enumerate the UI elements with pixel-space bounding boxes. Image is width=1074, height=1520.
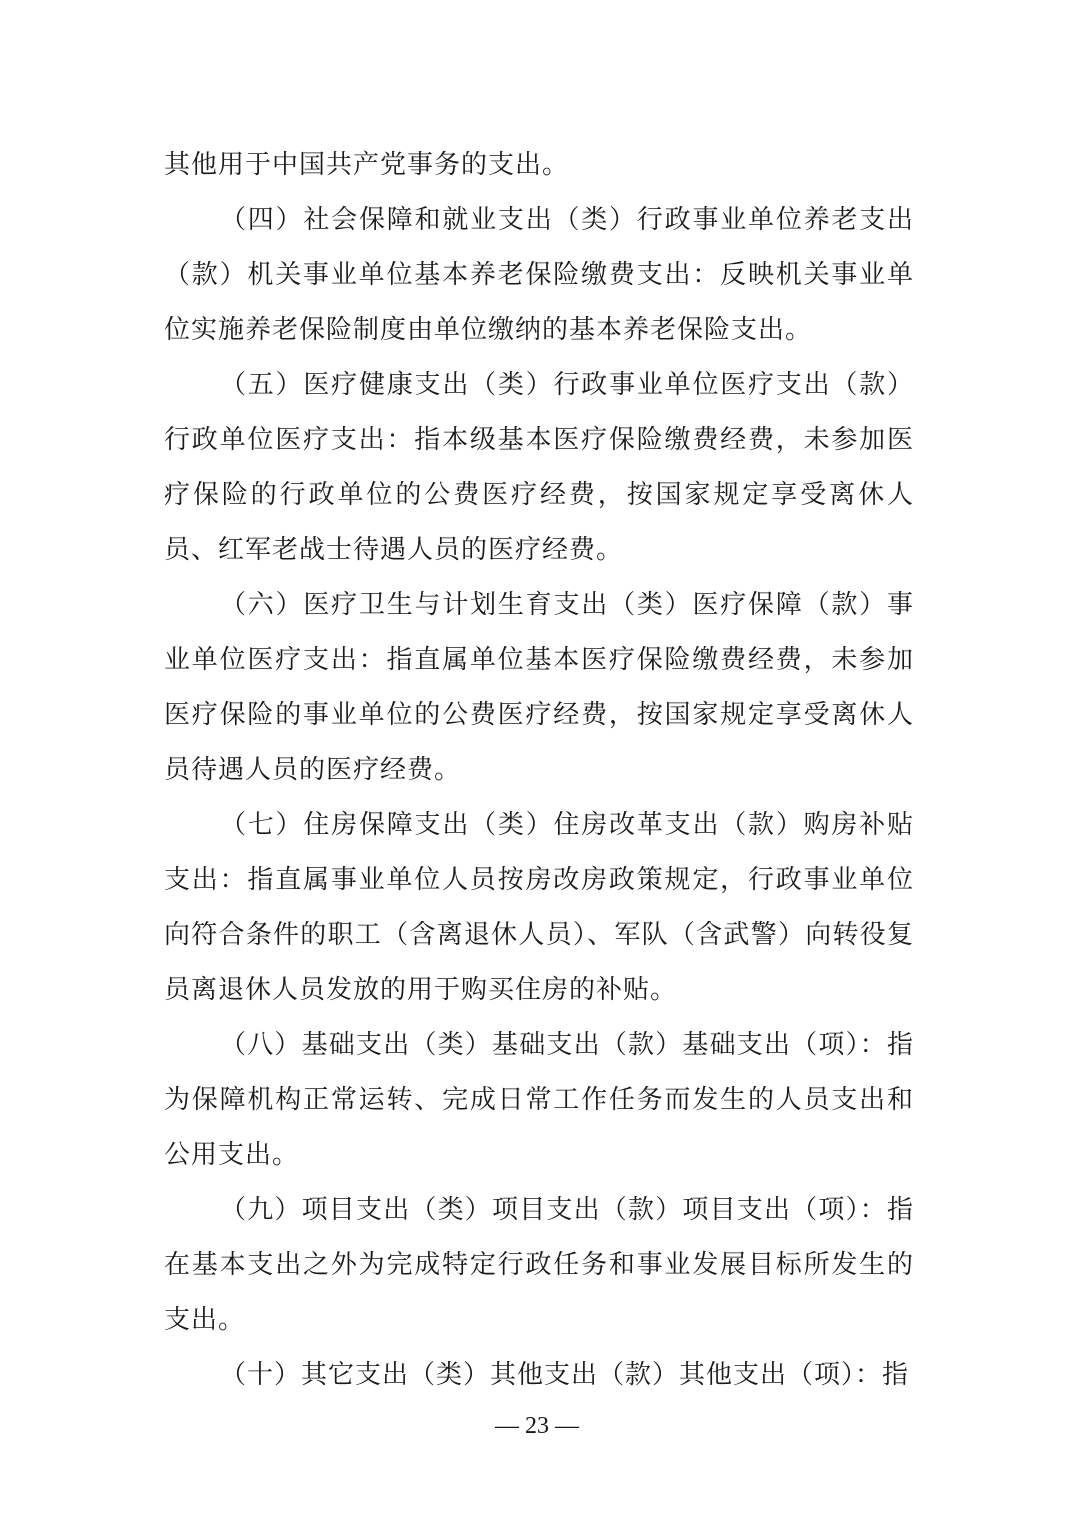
paragraph-section-8: （八）基础支出（类）基础支出（款）基础支出（项）：指为保障机构正常运转、完成日常工作任务而发生的人员支出和公用支出。 (164, 1030, 914, 1170)
page-number: — 23 — (495, 1413, 579, 1439)
paragraph-section-5: （五）医疗健康支出（类）行政事业单位医疗支出（款）行政单位医疗支出：指本级基本医疗保险缴费经费，未参加医疗保险的行政单位的公费医疗经费，按国家规定享受离休人员、红军老战士待遇人员的医疗经费。 (164, 370, 914, 565)
paragraph-section-9: （九）项目支出（类）项目支出（款）项目支出（项）：指在基本支出之外为完成特定行政任务和事业发展目标所发生的支出。 (164, 1195, 914, 1335)
paragraph-section-7: （七）住房保障支出（类）住房改革支出（款）购房补贴支出：指直属事业单位人员按房改房政策规定，行政事业单位向符合条件的职工（含离退休人员）、军队（含武警）向转役复员离退休人员发放的用于购买住房的补贴。 (164, 810, 914, 1005)
paragraph-section-10: （十）其它支出（类）其他支出（款）其他支出（项）：指 (220, 1360, 910, 1390)
paragraph-intro-continuation: 其他用于中国共产党事务的支出。 (164, 150, 570, 180)
paragraph-section-6: （六）医疗卫生与计划生育支出（类）医疗保障（款）事业单位医疗支出：指直属单位基本医疗保险缴费经费，未参加医疗保险的事业单位的公费医疗经费，按国家规定享受离休人员待遇人员的医疗经费。 (164, 590, 914, 785)
paragraph-section-4: （四）社会保障和就业支出（类）行政事业单位养老支出（款）机关事业单位基本养老保险缴费支出：反映机关事业单位实施养老保险制度由单位缴纳的基本养老保险支出。 (164, 205, 914, 345)
document-body (164, 138, 914, 1403)
